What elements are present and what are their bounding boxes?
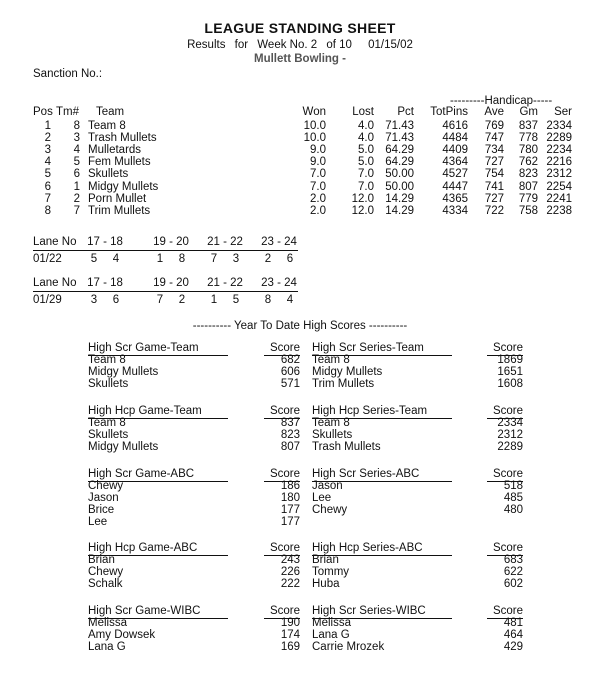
- high-score-value: 180: [280, 492, 300, 505]
- high-score-value: 606: [280, 366, 300, 379]
- high-score-value: 2289: [497, 441, 523, 454]
- row-team: Team 8: [88, 120, 126, 132]
- high-score-value: 177: [280, 516, 300, 529]
- high-score-value: 823: [280, 429, 300, 442]
- row-totpins: 4527: [442, 168, 468, 181]
- col-gm: Gm: [519, 106, 538, 118]
- matchup-team-b: 6: [112, 294, 120, 306]
- row-ave: 754: [484, 168, 504, 181]
- high-score-value: 837: [280, 417, 300, 429]
- col-pos: Pos: [33, 106, 53, 118]
- high-score-name: Team 8: [88, 417, 126, 429]
- lane-pair: 19 - 20: [153, 277, 189, 289]
- of-label: of 10: [326, 39, 352, 51]
- high-score-value: 622: [503, 566, 523, 579]
- high-score-value: 683: [503, 554, 523, 566]
- row-tm: 3: [73, 132, 80, 145]
- col-won: Won: [302, 106, 326, 118]
- row-pos: 8: [44, 204, 51, 217]
- high-score-name: Chewy: [88, 480, 124, 492]
- high-score-name: Trash Mullets: [312, 441, 381, 454]
- high-score-name: Team 8: [312, 417, 350, 429]
- high-score-name: Carrie Mrozek: [312, 641, 385, 654]
- high-score-name: Midgy Mullets: [312, 366, 383, 379]
- high-score-name: Team 8: [88, 354, 126, 366]
- matchup-team-a: 7: [210, 253, 218, 265]
- matchup-team-a: 1: [156, 253, 164, 265]
- row-won: 10.0: [303, 120, 326, 132]
- row-lost: 4.0: [358, 132, 374, 145]
- row-ave: 747: [484, 132, 504, 145]
- col-totpins: TotPins: [430, 106, 468, 118]
- row-ave: 722: [484, 204, 504, 217]
- row-tm: 5: [73, 156, 80, 169]
- score-header: Score: [487, 542, 523, 556]
- row-ave: 734: [484, 144, 504, 157]
- row-gm: 758: [518, 204, 538, 217]
- high-score-name: Brian: [88, 554, 115, 566]
- high-score-value: 243: [280, 554, 300, 566]
- week-label: Week No. 2: [257, 39, 318, 51]
- matchup-team-b: 5: [232, 294, 240, 306]
- row-lost: 7.0: [358, 168, 374, 181]
- row-totpins: 4364: [442, 156, 468, 169]
- row-won: 2.0: [310, 204, 326, 217]
- row-gm: 823: [518, 168, 538, 181]
- lane-date: 01/22: [33, 253, 62, 265]
- row-tm: 7: [73, 204, 80, 217]
- row-lost: 12.0: [351, 192, 374, 205]
- row-lost: 12.0: [351, 204, 374, 217]
- row-gm: 778: [518, 132, 538, 145]
- high-score-heading: High Hcp Game-Team: [88, 405, 228, 419]
- matchup-team-a: 2: [264, 253, 272, 265]
- high-score-value: 1651: [497, 366, 523, 379]
- high-score-heading: High Scr Game-Team: [88, 342, 228, 356]
- row-won: 7.0: [310, 180, 326, 193]
- lane-label: Lane No: [33, 236, 77, 248]
- row-team: Porn Mullet: [88, 192, 147, 205]
- matchup-team-a: 7: [156, 294, 164, 306]
- row-gm: 837: [518, 120, 538, 132]
- row-lost: 5.0: [358, 156, 374, 169]
- high-score-value: 682: [280, 354, 300, 366]
- high-score-name: Melissa: [312, 617, 351, 629]
- row-gm: 762: [518, 156, 538, 169]
- row-ser: 2289: [546, 132, 572, 145]
- high-score-value: 2312: [497, 429, 523, 442]
- row-tm: 1: [73, 180, 80, 193]
- high-score-value: 807: [280, 441, 300, 454]
- row-tm: 2: [73, 192, 80, 205]
- score-header: Score: [264, 542, 300, 556]
- high-score-name: Brice: [88, 504, 115, 517]
- lane-pair: 21 - 22: [207, 277, 243, 289]
- high-score-name: Melissa: [88, 617, 127, 629]
- high-score-heading: High Scr Series-Team: [312, 342, 452, 356]
- row-pct: 14.29: [385, 192, 414, 205]
- row-ser: 2216: [546, 156, 572, 169]
- row-lost: 4.0: [358, 120, 374, 132]
- high-score-heading: High Hcp Series-Team: [312, 405, 452, 419]
- high-score-value: 518: [503, 480, 523, 492]
- high-score-value: 464: [503, 629, 523, 642]
- matchup-team-a: 8: [264, 294, 272, 306]
- row-ser: 2334: [546, 120, 572, 132]
- row-lost: 7.0: [358, 180, 374, 193]
- high-score-value: 1608: [497, 378, 523, 391]
- page-title: LEAGUE STANDING SHEET: [204, 20, 396, 36]
- high-score-name: Lana G: [88, 641, 126, 654]
- high-score-name: Skullets: [88, 429, 129, 442]
- high-score-value: 480: [503, 504, 523, 517]
- row-tm: 6: [73, 168, 80, 181]
- handicap-group-label: ---------Handicap-----: [450, 95, 553, 107]
- score-header: Score: [264, 405, 300, 419]
- high-score-value: 174: [280, 629, 300, 642]
- high-score-value: 602: [503, 578, 523, 591]
- high-score-name: Chewy: [312, 504, 348, 517]
- high-score-name: Skullets: [88, 378, 129, 391]
- row-tm: 4: [73, 144, 80, 157]
- report-date: 01/15/02: [368, 39, 413, 51]
- row-tm: 8: [73, 120, 80, 132]
- row-totpins: 4334: [442, 204, 468, 217]
- results-label: Results: [187, 39, 226, 51]
- matchup-team-b: 2: [178, 294, 186, 306]
- lane-pair: 23 - 24: [261, 277, 297, 289]
- row-won: 10.0: [303, 132, 326, 145]
- score-header: Score: [264, 605, 300, 619]
- high-score-value: 485: [503, 492, 523, 505]
- row-pct: 14.29: [385, 204, 414, 217]
- lane-label: Lane No: [33, 277, 77, 289]
- col-ave: Ave: [484, 106, 504, 118]
- high-score-value: 429: [503, 641, 523, 654]
- lane-pair: 17 - 18: [87, 277, 123, 289]
- high-score-name: Amy Dowsek: [88, 629, 156, 642]
- score-header: Score: [487, 605, 523, 619]
- high-score-name: Midgy Mullets: [88, 441, 159, 454]
- row-ser: 2234: [546, 144, 572, 157]
- matchup-team-a: 1: [210, 294, 218, 306]
- row-totpins: 4409: [442, 144, 468, 157]
- high-score-value: 2334: [497, 417, 523, 429]
- high-score-name: Jason: [88, 492, 119, 505]
- row-pos: 4: [44, 156, 51, 169]
- lane-pair: 23 - 24: [261, 236, 297, 248]
- score-header: Score: [264, 468, 300, 482]
- row-ser: 2238: [546, 204, 572, 217]
- high-score-value: 186: [280, 480, 300, 492]
- high-score-name: Lana G: [312, 629, 350, 642]
- high-score-value: 190: [280, 617, 300, 629]
- high-score-value: 481: [503, 617, 523, 629]
- row-pos: 6: [44, 180, 51, 193]
- high-score-value: 169: [280, 641, 300, 654]
- row-ser: 2254: [546, 180, 572, 193]
- lane-pair: 19 - 20: [153, 236, 189, 248]
- row-gm: 779: [518, 192, 538, 205]
- high-score-heading: High Scr Game-WIBC: [88, 605, 228, 619]
- row-team: Midgy Mullets: [88, 180, 159, 193]
- score-header: Score: [487, 405, 523, 419]
- high-score-name: Trim Mullets: [312, 378, 375, 391]
- row-pct: 71.43: [385, 120, 414, 132]
- row-totpins: 4365: [442, 192, 468, 205]
- row-pct: 64.29: [385, 156, 414, 169]
- col-lost: Lost: [352, 106, 374, 118]
- row-pct: 64.29: [385, 144, 414, 157]
- lane-pair: 21 - 22: [207, 236, 243, 248]
- row-ave: 727: [484, 156, 504, 169]
- high-score-heading: High Scr Game-ABC: [88, 468, 228, 482]
- row-team: Trim Mullets: [88, 204, 151, 217]
- lane-divider: [33, 250, 298, 251]
- row-ser: 2312: [546, 168, 572, 181]
- matchup-team-b: 6: [286, 253, 294, 265]
- high-score-name: Skullets: [312, 429, 353, 442]
- row-team: Trash Mullets: [88, 132, 157, 145]
- lane-divider: [33, 291, 298, 292]
- high-scores-title: ---------- Year To Date High Scores ----------: [192, 320, 408, 332]
- row-pct: 50.00: [385, 168, 414, 181]
- lane-date: 01/29: [33, 294, 62, 306]
- high-score-name: Brian: [312, 554, 339, 566]
- high-score-value: 222: [280, 578, 300, 591]
- high-score-heading: High Hcp Game-ABC: [88, 542, 228, 556]
- matchup-team-b: 8: [178, 253, 186, 265]
- row-won: 9.0: [310, 156, 326, 169]
- row-ave: 741: [484, 180, 504, 193]
- row-gm: 780: [518, 144, 538, 157]
- high-score-heading: High Scr Series-ABC: [312, 468, 452, 482]
- row-team: Skullets: [88, 168, 129, 181]
- matchup-team-a: 3: [90, 294, 98, 306]
- row-pos: 7: [44, 192, 51, 205]
- high-score-name: Lee: [88, 516, 108, 529]
- score-header: Score: [264, 342, 300, 356]
- high-score-name: Tommy: [312, 566, 350, 579]
- row-team: Mulletards: [88, 144, 142, 157]
- row-pct: 50.00: [385, 180, 414, 193]
- row-won: 2.0: [310, 192, 326, 205]
- high-score-value: 571: [280, 378, 300, 391]
- high-score-name: Jason: [312, 480, 343, 492]
- row-won: 7.0: [310, 168, 326, 181]
- sanction-label: Sanction No.:: [33, 68, 103, 80]
- matchup-team-b: 4: [112, 253, 120, 265]
- results-line: [0, 39, 600, 52]
- col-pct: Pct: [397, 106, 414, 118]
- row-pos: 1: [44, 120, 51, 132]
- row-pos: 3: [44, 144, 51, 157]
- row-ser: 2241: [546, 192, 572, 205]
- high-score-name: Huba: [312, 578, 340, 591]
- col-ser: Ser: [554, 106, 572, 118]
- high-score-value: 177: [280, 504, 300, 517]
- row-totpins: 4616: [442, 120, 468, 132]
- high-score-name: Team 8: [312, 354, 350, 366]
- high-score-name: Lee: [312, 492, 332, 505]
- high-score-name: Chewy: [88, 566, 124, 579]
- league-name: Mullett Bowling -: [254, 53, 346, 65]
- high-score-name: Midgy Mullets: [88, 366, 159, 379]
- score-header: Score: [487, 468, 523, 482]
- col-tm: Tm#: [56, 106, 79, 118]
- for-label: for: [234, 39, 249, 51]
- high-score-value: 226: [280, 566, 300, 579]
- row-pct: 71.43: [385, 132, 414, 145]
- high-score-value: 1869: [497, 354, 523, 366]
- row-ave: 727: [484, 192, 504, 205]
- row-totpins: 4447: [442, 180, 468, 193]
- high-score-heading: High Hcp Series-ABC: [312, 542, 452, 556]
- score-header: Score: [487, 342, 523, 356]
- row-gm: 807: [518, 180, 538, 193]
- col-team: Team: [96, 106, 125, 118]
- row-pos: 5: [44, 168, 51, 181]
- matchup-team-b: 4: [286, 294, 294, 306]
- matchup-team-a: 5: [90, 253, 98, 265]
- matchup-team-b: 3: [232, 253, 240, 265]
- row-team: Fem Mullets: [88, 156, 151, 169]
- row-ave: 769: [484, 120, 504, 132]
- row-won: 9.0: [310, 144, 326, 157]
- high-score-heading: High Scr Series-WIBC: [312, 605, 452, 619]
- lane-pair: 17 - 18: [87, 236, 123, 248]
- row-pos: 2: [44, 132, 51, 145]
- row-totpins: 4484: [442, 132, 468, 145]
- row-lost: 5.0: [358, 144, 374, 157]
- high-score-name: Schalk: [88, 578, 123, 591]
